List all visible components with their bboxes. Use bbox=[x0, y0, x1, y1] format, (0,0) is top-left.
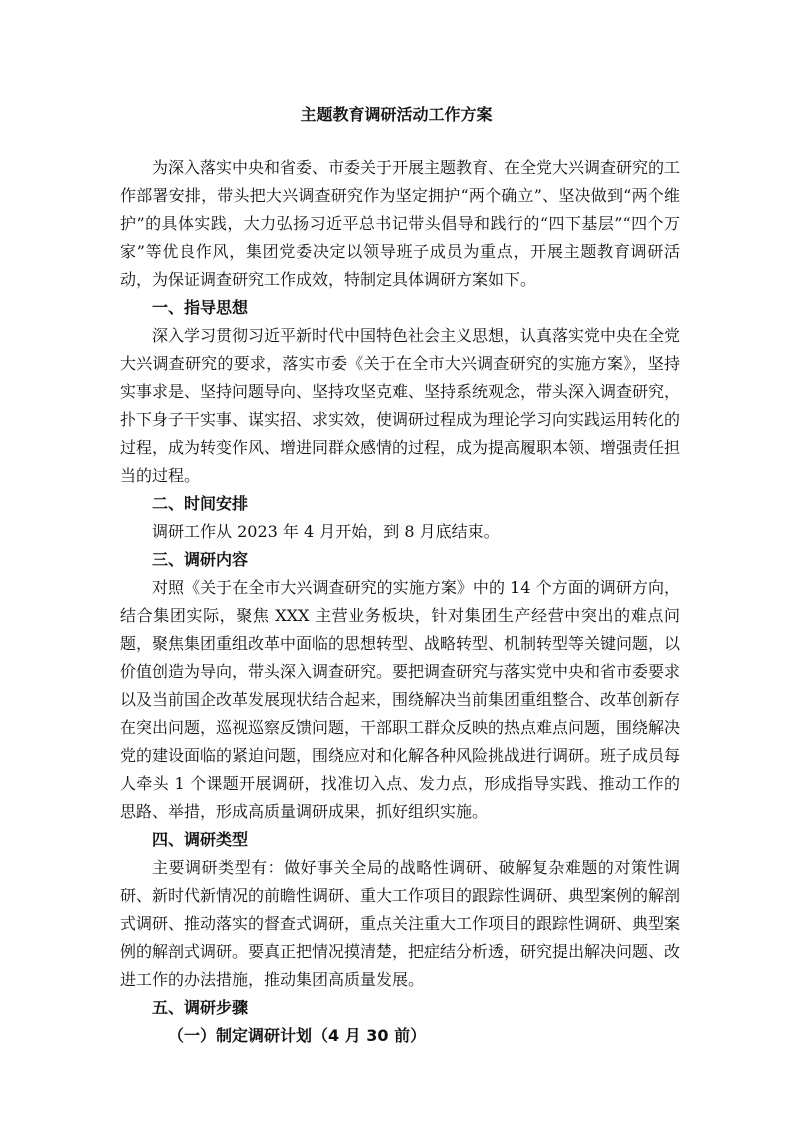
subheading-make-plan: （一）制定调研计划（4 月 30 前） bbox=[168, 1026, 427, 1045]
section-heading-research-content: 三、调研内容 bbox=[152, 550, 249, 569]
section-text-guiding-ideology: 深入学习贯彻习近平新时代中国特色社会主义思想，认真落实党中央在全党大兴调查研究的要求，落实市委《关于在全市大兴调查研究的实施方案》，坚持实事求是、坚持问题导向、坚持攻坚克难、坚持系统观念，带头深入调查研究，扑下身子干实事、谋实招、求实效，使调研过程成为理论学习向实践运用转化的过程，成为转变作风、增进同群众感情的过程，成为提高履职本领、增强责任担当的过程。 bbox=[120, 326, 681, 485]
document-body bbox=[120, 154, 680, 1050]
section-text-schedule: 调研工作从 2023 年 4 月开始，到 8 月底结束。 bbox=[152, 522, 500, 541]
intro-paragraph: 为深入落实中央和省委、市委关于开展主题教育、在全党大兴调查研究的工作部署安排，带头把大兴调查研究作为坚定拥护“两个确立”、坚决做到“两个维护”的具体实践，大力弘扬习近平总书记带头倡导和践行的“四下基层”“四个万家”等优良作风，集团党委决定以领导班子成员为重点，开展主题教育调研活动，为保证调查研究工作成效，特制定具体调研方案如下。 bbox=[120, 158, 681, 289]
section-text-research-content: 对照《关于在全市大兴调查研究的实施方案》中的 14 个方面的调研方向，结合集团实际，聚焦 XXX 主营业务板块，针对集团生产经营中突出的难点问题，聚焦集团重组改革中面临的思想转型、战略转型、机制转型等关键问题，以价值创造为导向，带头深入调查研究。要把调查研究与落实党中央和省市委要求以及当前国企改革发展现状结合起来，围绕解决当前集团重组整合、改革创新存在突出问题，巡视巡察反馈问题，干部职工群众反映的热点难点问题，围绕解决党的建设面临的紧迫问题，围绕应对和化解各种风险挑战进行调研。班子成员每人牵头 1 个课题开展调研，找准切入点、发力点，形成指导实践、推动工作的思路、举措，形成高质量调研成果，抓好组织实施。 bbox=[120, 578, 681, 821]
section-heading-guiding-ideology: 一、指导思想 bbox=[152, 298, 249, 317]
section-heading-schedule: 二、时间安排 bbox=[152, 494, 249, 513]
document-title: 主题教育调研活动工作方案 bbox=[300, 105, 493, 124]
section-heading-research-steps: 五、调研步骤 bbox=[152, 998, 249, 1017]
section-heading-research-types: 四、调研类型 bbox=[152, 830, 249, 849]
section-text-research-types: 主要调研类型有：做好事关全局的战略性调研、破解复杂难题的对策性调研、新时代新情况的前瞻性调研、重大工作项目的跟踪性调研、典型案例的解剖式调研、推动落实的督查式调研，重点关注重大工作项目的跟踪性调研、典型案例的解剖式调研。要真正把情况摸清楚，把症结分析透，研究提出解决问题、改进工作的办法措施，推动集团高质量发展。 bbox=[120, 858, 681, 989]
